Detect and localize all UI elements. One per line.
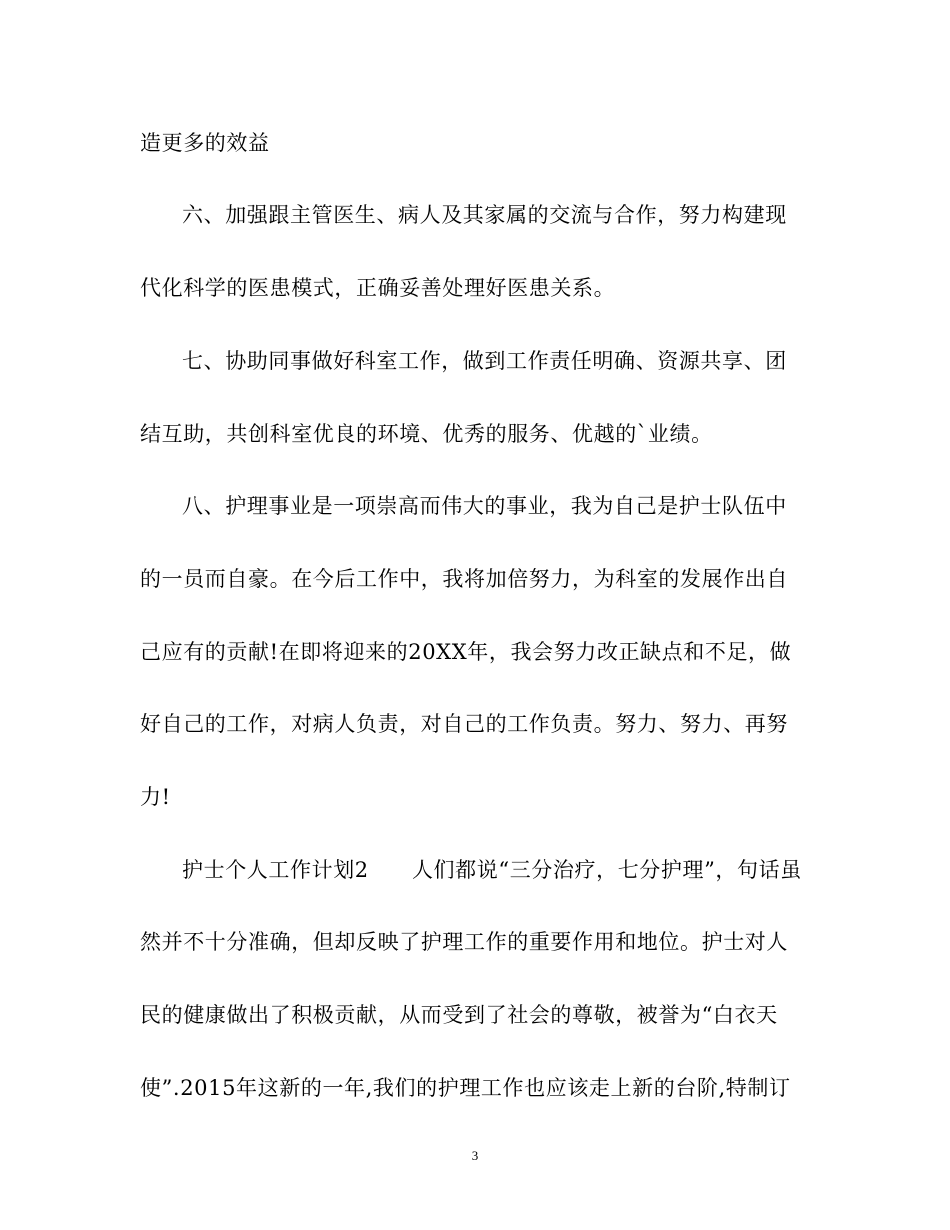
text-line: 使”.2015年这新的一年,我们的护理工作也应该走上新的台阶,特制订 [140,1076,791,1100]
text-line: 然并不十分准确，但却反映了护理工作的重要作用和地位。护士对人 [140,930,788,954]
text-line: 民的健康做出了积极贡献，从而受到了社会的尊敬，被誉为“白衣天 [140,1003,778,1027]
text-line: 结互助，共创科室优良的环境、优秀的服务、优越的`业绩。 [140,422,713,446]
text-line: 己应有的贡献!在即将迎来的20XX年，我会努力改正缺点和不足，做 [140,640,792,664]
text-line: 八、护理事业是一项崇高而伟大的事业，我为自己是护士队伍中 [182,494,787,518]
text-line: 代化科学的医患模式，正确妥善处理好医患关系。 [140,276,616,300]
text-line: 的一员而自豪。在今后工作中，我将加倍努力，为科室的发展作出自 [140,567,788,591]
text-line: 七、协助同事做好科室工作，做到工作责任明确、资源共享、团 [182,349,787,373]
page-number: 3 [471,1148,479,1163]
text-line: 六、加强跟主管医生、病人及其家属的交流与合作，努力构建现 [182,203,787,227]
text-line: 造更多的效益 [140,131,270,155]
text-line: 力! [140,785,171,809]
text-line: 好自己的工作，对病人负责，对自己的工作负责。努力、努力、再努 [140,712,788,736]
text-line: 护士个人工作计划2 人们都说“三分治疗，七分护理”，句话虽 [182,858,802,882]
